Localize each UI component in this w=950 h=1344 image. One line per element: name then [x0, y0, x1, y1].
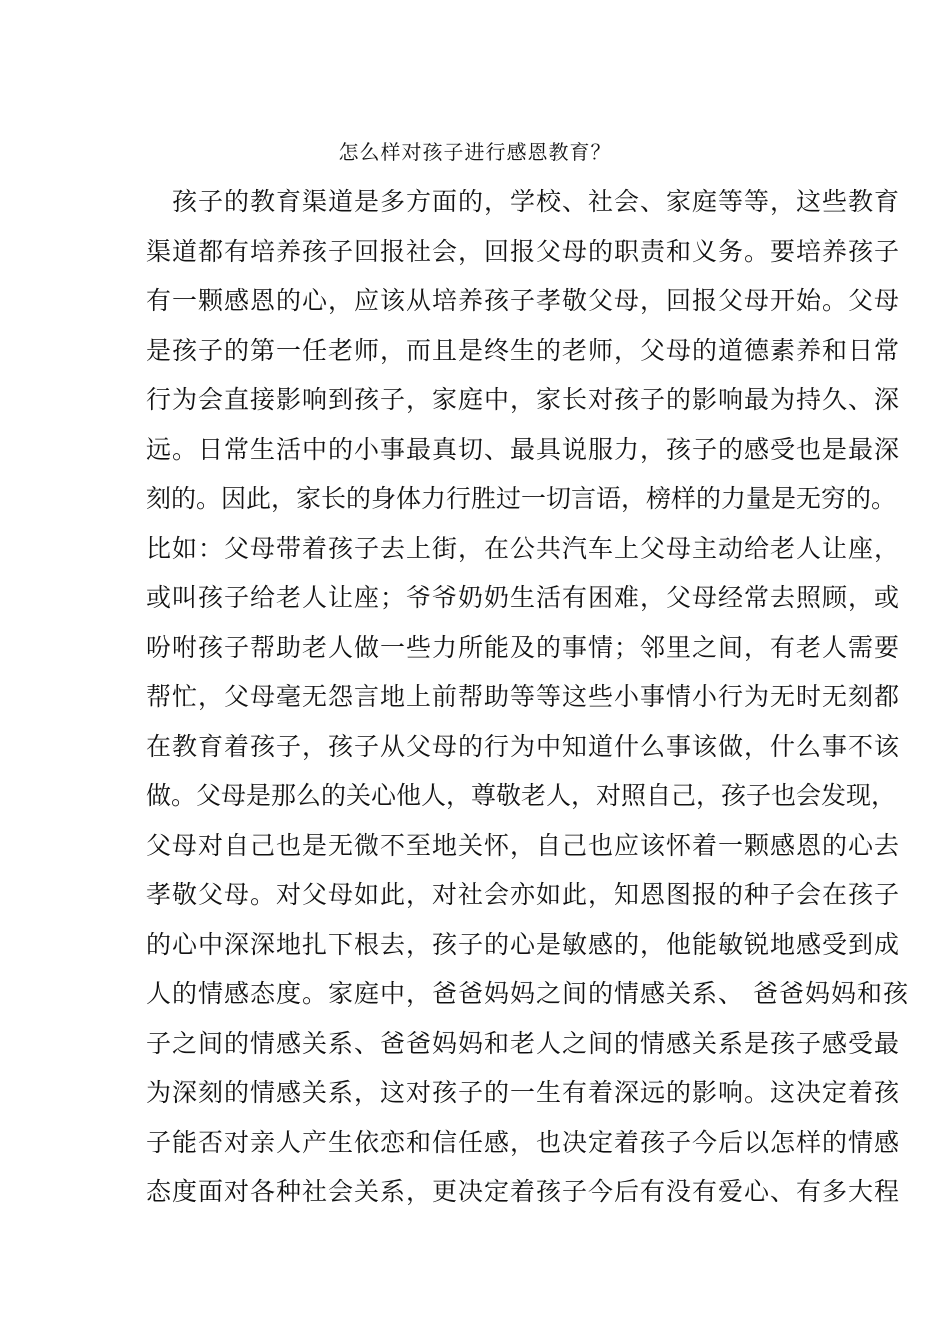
body-line: 孝敬父母。对父母如此，对社会亦如此，知恩图报的种子会在孩子 [146, 880, 901, 909]
body-line: 为深刻的情感关系，这对孩子的一生有着深远的影响。这决定着孩 [146, 1078, 901, 1107]
body-line: 人的情感态度。家庭中，爸爸妈妈之间的情感关系、 爸爸妈妈和孩 [146, 979, 909, 1008]
body-line: 帮忙，父母毫无怨言地上前帮助等等这些小事情小行为无时无刻都 [146, 682, 901, 711]
body-line: 有一颗感恩的心，应该从培养孩子孝敬父母，回报父母开始。父母 [146, 286, 901, 315]
body-line: 的心中深深地扎下根去，孩子的心是敏感的，他能敏锐地感受到成 [146, 929, 901, 959]
body-line: 孩子的教育渠道是多方面的，学校、社会、家庭等等，这些教育 [172, 187, 901, 216]
body-line: 在教育着孩子，孩子从父母的行为中知道什么事该做，什么事不该 [146, 731, 901, 761]
body-line: 或叫孩子给老人让座；爷爷奶奶生活有困难，父母经常去照顾，或 [146, 583, 901, 612]
body-line: 是孩子的第一任老师，而且是终生的老师，父母的道德素养和日常 [146, 335, 901, 365]
body-line: 父母对自己也是无微不至地关怀，自己也应该怀着一颗感恩的心去 [146, 830, 901, 860]
body-line: 吩咐孩子帮助老人做一些力所能及的事情；邻里之间，有老人需要 [146, 632, 901, 662]
body-line: 刻的。因此，家长的身体力行胜过一切言语，榜样的力量是无穷的。 [146, 484, 897, 513]
body-line: 子之间的情感关系、爸爸妈妈和老人之间的情感关系是孩子感受最 [146, 1028, 901, 1058]
body-line: 渠道都有培养孩子回报社会，回报父母的职责和义务。要培养孩子 [146, 236, 901, 266]
document-body [146, 183, 909, 1223]
body-line: 比如：父母带着孩子去上街，在公共汽车上父母主动给老人让座， [146, 533, 901, 563]
body-line: 行为会直接影响到孩子，家庭中，家长对孩子的影响最为持久、深 [146, 385, 901, 414]
document-title: 怎么样对孩子进行感恩教育？ [338, 140, 612, 164]
body-line: 态度面对各种社会关系，更决定着孩子今后有没有爱心、有多大程 [146, 1177, 901, 1206]
body-line: 子能否对亲人产生依恋和信任感，也决定着孩子今后以怎样的情感 [146, 1127, 901, 1157]
body-line: 做。父母是那么的关心他人，尊敬老人，对照自己，孩子也会发现， [146, 781, 897, 810]
body-line: 远。日常生活中的小事最真切、最具说服力，孩子的感受也是最深 [146, 434, 901, 464]
